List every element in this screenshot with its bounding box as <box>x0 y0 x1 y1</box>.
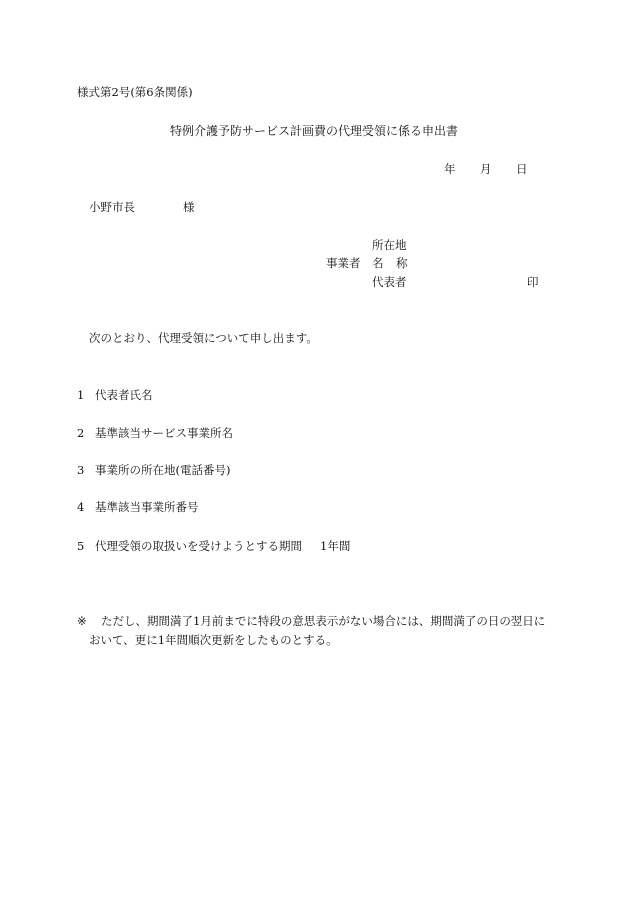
applicant-location-label: 所在地 <box>372 238 407 252</box>
date-day-label: 日 <box>516 162 528 176</box>
note-line-1: ただし、期間満了1月前までに特段の意思表示がない場合には、期間満了の日の翌日に <box>101 614 546 628</box>
list-item-label: 基準該当事業所番号 <box>95 500 199 514</box>
date-month-label: 月 <box>480 162 492 176</box>
list-item-number: 2 <box>77 426 85 440</box>
addressee-name: 小野市長 <box>89 200 135 214</box>
applicant-operator-label: 事業者 <box>326 256 361 270</box>
applicant-name-label-1: 名 <box>372 256 384 270</box>
list-item <box>77 539 350 553</box>
list-item-label: 代理受領の取扱いを受けようとする期間 <box>95 539 302 553</box>
applicant-representative-label: 代表者 <box>372 275 407 289</box>
list-item-number: 1 <box>77 388 85 402</box>
list-item <box>77 500 199 514</box>
statement-text: 次のとおり、代理受領について申し出ます。 <box>89 331 318 345</box>
addressee-honorific: 様 <box>183 200 195 214</box>
applicant-name-label-2: 称 <box>396 256 408 270</box>
seal-mark: 印 <box>527 275 539 289</box>
list-item-number: 4 <box>77 500 85 514</box>
list-item-value: 1年間 <box>320 539 351 553</box>
list-item-label: 事業所の所在地(電話番号) <box>95 463 231 477</box>
list-item-number: 5 <box>77 539 85 553</box>
document-title: 特例介護予防サービス計画費の代理受領に係る申出書 <box>170 124 459 138</box>
note-line-2: おいて、更に1年間順次更新をしたものとする。 <box>89 633 338 647</box>
list-item <box>77 388 153 402</box>
list-item <box>77 463 230 477</box>
list-item <box>77 426 233 440</box>
list-item-label: 基準該当サービス事業所名 <box>95 426 233 440</box>
form-number: 様式第2号(第6条関係) <box>77 85 193 99</box>
list-item-number: 3 <box>77 463 85 477</box>
list-item-label: 代表者氏名 <box>95 388 153 402</box>
note-mark: ※ <box>77 614 87 628</box>
date-year-label: 年 <box>444 162 456 176</box>
